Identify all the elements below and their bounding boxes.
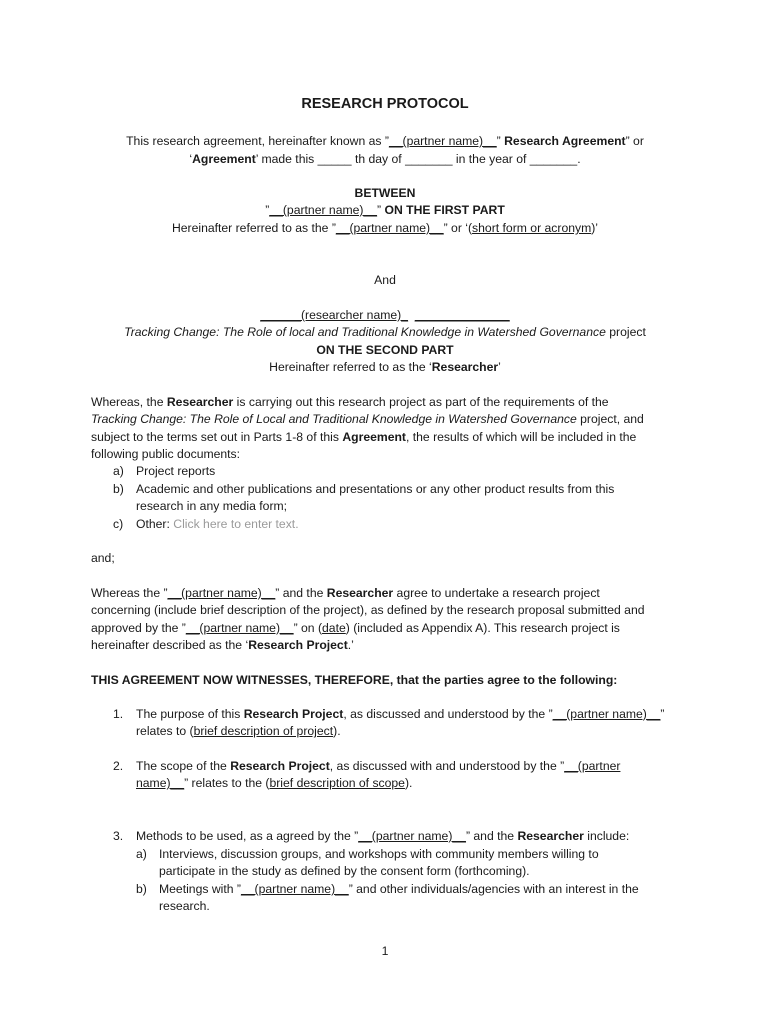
- list-item-b: [113, 481, 673, 516]
- text: ” and other individuals/agencies with an interest in the: [348, 882, 639, 896]
- and-separator: And: [374, 273, 396, 287]
- researcher-blank-field[interactable]: ______________: [414, 308, 510, 322]
- text: Meetings with ”: [159, 882, 241, 896]
- research-agreement-term: Research Agreement: [504, 134, 626, 148]
- project-description-field[interactable]: brief description of project: [193, 724, 334, 739]
- date-field[interactable]: date: [322, 620, 346, 635]
- list-number: 2.: [113, 759, 124, 773]
- research-project-term: Research Project: [230, 759, 330, 773]
- intro-line-1: [0, 133, 770, 150]
- text: ” and the: [275, 586, 327, 600]
- quote: ”: [265, 203, 270, 217]
- text: The scope of the: [136, 759, 231, 773]
- numbered-item-1: [113, 706, 688, 741]
- text: is carrying out this research project as part of the requirements of the: [233, 395, 609, 409]
- text: include:: [583, 829, 630, 843]
- numbered-item-2: [113, 758, 688, 793]
- text: ) (included as Appendix A). This research project is: [345, 620, 620, 635]
- text: ” and the: [465, 829, 518, 843]
- project-title: Tracking Change: The Role of Local and Traditional Knowledge in Watershed Governance: [91, 412, 577, 427]
- hereinafter-second-line: [0, 359, 770, 376]
- list-item-c: [113, 516, 673, 533]
- agreement-term: Agreement: [342, 429, 406, 444]
- text: participate in the study as defined by the consent form (forthcoming).: [159, 864, 530, 879]
- text: Hereinafter referred to as the ‘: [269, 360, 432, 374]
- partner-name-field[interactable]: __(partner name)__: [335, 221, 444, 235]
- list-number: 1.: [113, 707, 124, 721]
- list-marker: a): [113, 464, 124, 478]
- page-number: 1: [381, 944, 389, 958]
- list-marker: c): [113, 517, 124, 531]
- numbered-item-3: [113, 828, 688, 845]
- text: ’: [498, 360, 501, 374]
- text: ”: [660, 707, 665, 721]
- list-marker: a): [136, 847, 147, 861]
- intro-text: ” or: [625, 134, 644, 148]
- and-connector: and;: [91, 551, 115, 565]
- text: agree to undertake a research project: [393, 586, 600, 600]
- partner-name-field[interactable]: __(partner name)__: [167, 586, 276, 600]
- other-text-field[interactable]: Click here to enter text.: [173, 517, 299, 531]
- text: ” on (: [293, 620, 323, 635]
- intro-date-text: ’ made this _____ th day of _______ in the year of _______.: [255, 152, 581, 166]
- text: Whereas, the: [91, 395, 167, 409]
- text: ” or ‘(: [443, 221, 473, 235]
- intro-text: ”: [496, 134, 505, 148]
- researcher-name-line: [0, 307, 770, 324]
- text: project, and: [576, 412, 644, 427]
- text: subject to the terms set out in Parts 1-8 of this: [91, 429, 343, 444]
- text: , the results of which will be included in the: [406, 429, 637, 444]
- researcher-term: Researcher: [431, 360, 499, 374]
- researcher-term: Researcher: [166, 395, 234, 409]
- list-text: Project reports: [136, 464, 216, 478]
- partner-name-field[interactable]: __(partner name)__: [185, 620, 294, 635]
- text: following public documents:: [91, 447, 241, 462]
- text: )’: [591, 221, 599, 235]
- list-marker: b): [113, 482, 124, 496]
- researcher-term: Researcher: [326, 586, 394, 600]
- text: approved by the ”: [91, 620, 186, 635]
- partner-name-field[interactable]: __(partner name)__: [358, 829, 466, 843]
- text: ).: [404, 776, 413, 791]
- text: ).: [333, 724, 341, 739]
- text: Interviews, discussion groups, and workshops with community members willing to: [159, 847, 599, 861]
- text: , as discussed and understood by the ”: [343, 707, 553, 721]
- list-text: research in any media form;: [136, 499, 288, 514]
- list-number: 3.: [113, 829, 124, 843]
- project-title-line: [0, 324, 770, 341]
- list-marker: b): [136, 882, 147, 896]
- text: The purpose of this: [136, 707, 244, 721]
- list-text: Other:: [136, 517, 174, 531]
- hereinafter-first-line: [0, 220, 770, 237]
- sub-item-a: [136, 846, 688, 881]
- researcher-term: Researcher: [517, 829, 584, 843]
- between-heading: BETWEEN: [354, 186, 416, 200]
- list-text: Academic and other publications and presentations or any other product results from this: [136, 482, 615, 496]
- text: Whereas the ”: [91, 586, 168, 600]
- witnesses-heading: THIS AGREEMENT NOW WITNESSES, THEREFORE, that the parties agree to the following:: [91, 673, 618, 687]
- document-title: RESEARCH PROTOCOL: [301, 96, 469, 112]
- partner-name-field[interactable]: __(partner name)__: [388, 134, 497, 148]
- quote: ”: [377, 203, 385, 217]
- first-part-line: [0, 202, 770, 219]
- scope-description-field[interactable]: brief description of scope: [269, 776, 405, 791]
- quote: ‘: [189, 152, 193, 166]
- text: Methods to be used, as a agreed by the ”: [136, 829, 359, 843]
- text: relates to (: [136, 724, 194, 739]
- research-project-term: Research Project: [243, 707, 344, 721]
- text: , as discussed with and understood by the ”: [329, 759, 565, 773]
- text: project: [605, 325, 646, 339]
- researcher-name-field[interactable]: ______(researcher name)_: [260, 308, 408, 322]
- text: Hereinafter referred to as the ”: [171, 221, 336, 235]
- whereas-paragraph-2: [91, 585, 681, 655]
- list-item-a: [113, 463, 673, 480]
- text: hereinafter described as the ‘: [91, 638, 249, 653]
- text: concerning (include brief description of the project), as defined by the research proposal submitted and: [91, 603, 645, 618]
- partner-name-field[interactable]: __(partner name)__: [240, 882, 349, 896]
- partner-name-field[interactable]: __(partner: [564, 759, 621, 773]
- intro-text: This research agreement, hereinafter known as ”: [126, 134, 389, 148]
- second-part-label: ON THE SECOND PART: [316, 343, 454, 357]
- text: ” relates to the (: [184, 776, 270, 791]
- project-title: Tracking Change: The Role of local and Traditional Knowledge in Watershed Governance: [124, 325, 606, 339]
- first-part-label: ON THE FIRST PART: [384, 203, 505, 217]
- agreement-term: Agreement: [192, 152, 256, 166]
- short-form-field[interactable]: short form or acronym: [472, 221, 592, 235]
- text: .’: [347, 638, 354, 653]
- partner-name-field[interactable]: __(partner name)__: [269, 203, 378, 217]
- research-project-term: Research Project: [248, 638, 348, 653]
- text: research.: [159, 899, 210, 914]
- sub-item-b: [136, 881, 688, 916]
- partner-name-field-cont[interactable]: name)__: [136, 776, 185, 791]
- partner-name-field[interactable]: __(partner name)__: [552, 707, 661, 721]
- whereas-paragraph-1: [91, 394, 681, 464]
- intro-line-2: [0, 151, 770, 168]
